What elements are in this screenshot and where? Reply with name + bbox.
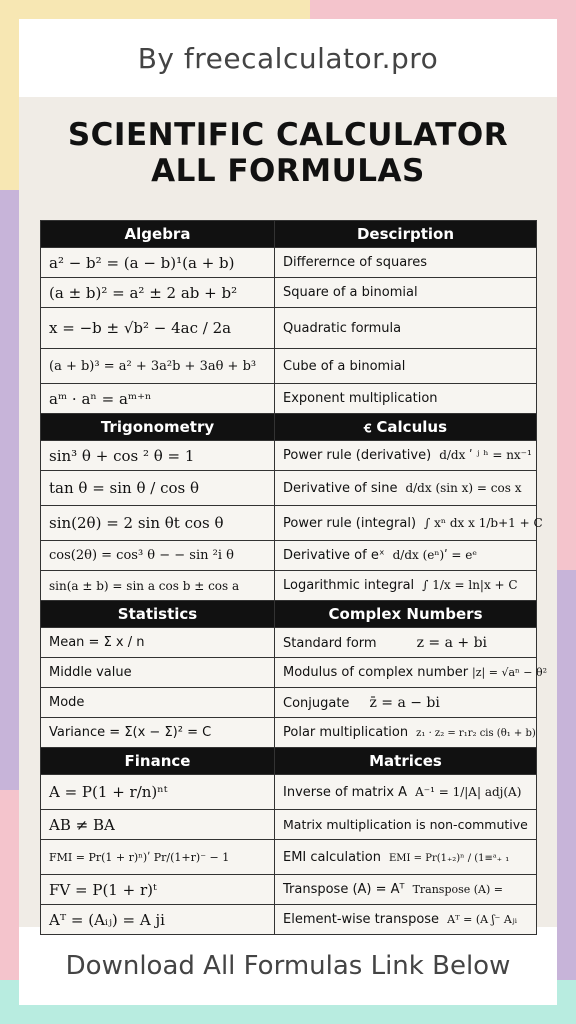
formula-poster bbox=[19, 97, 557, 927]
formula-cell: Mean = Σ x / n bbox=[41, 628, 275, 658]
formula-cell: Aᵀ = (Aᵢⱼ) = A ji bbox=[41, 905, 275, 935]
description-cell: Power rule (integral) ∫ xⁿ dx x 1/b+1 + C bbox=[275, 506, 537, 541]
table-row bbox=[41, 840, 537, 875]
formula-cell: sin(2θ) = 2 sin θt cos θ bbox=[41, 506, 275, 541]
table-row bbox=[41, 471, 537, 506]
formula-cell: FV = P(1 + r)ᵗ bbox=[41, 875, 275, 905]
content-card bbox=[19, 19, 557, 1005]
poster-title-line2: ALL FORMULAS bbox=[151, 153, 425, 189]
table-row bbox=[41, 718, 537, 748]
description-cell: Derivative of eˣ d/dx (eⁿ)ʹ = eᵉ bbox=[275, 541, 537, 571]
formula-cell: a² − b² = (a − b)¹(a + b) bbox=[41, 248, 275, 278]
table-row bbox=[41, 810, 537, 840]
table-row bbox=[41, 875, 537, 905]
description-cell: Power rule (derivative) d/dx ʹ ʲ ʰ = nx⁻¹ bbox=[275, 441, 537, 471]
formula-cell: (a + b)³ = a² + 3a²b + 3aθ + b³ bbox=[41, 349, 275, 384]
section-header bbox=[41, 414, 537, 441]
table-row bbox=[41, 308, 537, 349]
formula-cell: aᵐ · aⁿ = aᵐ⁺ⁿ bbox=[41, 384, 275, 414]
table-row bbox=[41, 775, 537, 810]
table-row bbox=[41, 506, 537, 541]
description-cell: EMI calculation EMI = Pr(1₊₂)ⁿ / (1≡ᵃ₊ ₁ bbox=[275, 840, 537, 875]
description-cell: Modulus of complex number |z| = √aⁿ − θ² bbox=[275, 658, 537, 688]
table-row bbox=[41, 628, 537, 658]
section-title-right: ꞓ Calculus bbox=[275, 414, 537, 441]
table-row bbox=[41, 248, 537, 278]
formula-cell: sin³ θ + cos ² θ = 1 bbox=[41, 441, 275, 471]
formula-cell: sin(a ± b) = sin a cos b ± cos a bbox=[41, 571, 275, 601]
description-cell: Cube of a binomial bbox=[275, 349, 537, 384]
table-row bbox=[41, 541, 537, 571]
section-header bbox=[41, 748, 537, 775]
formula-cell: tan θ = sin θ / cos θ bbox=[41, 471, 275, 506]
description-cell: Differernce of squares bbox=[275, 248, 537, 278]
table-row bbox=[41, 658, 537, 688]
download-link-note: Download All Formulas Link Below bbox=[65, 951, 511, 981]
description-cell: Standard form z = a + bi bbox=[275, 628, 537, 658]
formula-cell: FMI = Pr(1 + r)ⁿ)ʹ Pr/(1+r)⁻ − 1 bbox=[41, 840, 275, 875]
section-title-right: Complex Numbers bbox=[275, 601, 537, 628]
table-row bbox=[41, 349, 537, 384]
section-title-left: Finance bbox=[41, 748, 275, 775]
description-cell: Matrix multiplication is non-commutive bbox=[275, 810, 537, 840]
site-credit: By freecalculator.pro bbox=[137, 41, 439, 75]
description-cell: Conjugate z̄ = a − bi bbox=[275, 688, 537, 718]
formula-cell: Mode bbox=[41, 688, 275, 718]
table-row bbox=[41, 441, 537, 471]
section-title-left: Trigonometry bbox=[41, 414, 275, 441]
table-row bbox=[41, 278, 537, 308]
table-row bbox=[41, 571, 537, 601]
description-cell: Transpose (A) = Aᵀ Transpose (A) = bbox=[275, 875, 537, 905]
formula-cell: AB ≠ BA bbox=[41, 810, 275, 840]
description-cell: Exponent multiplication bbox=[275, 384, 537, 414]
formula-cell: Middle value bbox=[41, 658, 275, 688]
formula-cell: A = P(1 + r/n)ⁿᵗ bbox=[41, 775, 275, 810]
formula-cell: Variance = Σ(x − Σ̄)² = C bbox=[41, 718, 275, 748]
formula-cell: x = −b ± √b² − 4ac / 2a bbox=[41, 308, 275, 349]
section-title-right: Descirption bbox=[275, 221, 537, 248]
formula-table bbox=[40, 220, 548, 935]
section-title-left: Algebra bbox=[41, 221, 275, 248]
formula-cell: (a ± b)² = a² ± 2 ab + b² bbox=[41, 278, 275, 308]
poster-title-line1: SCIENTIFIC CALCULATOR bbox=[67, 117, 509, 153]
section-title-right: Matrices bbox=[275, 748, 537, 775]
section-header bbox=[41, 221, 537, 248]
section-title-left: Statistics bbox=[41, 601, 275, 628]
description-cell: Logarithmic integral ∫ 1/x = ln|x + C bbox=[275, 571, 537, 601]
formula-cell: cos(2θ) = cos³ θ − − sin ²i θ bbox=[41, 541, 275, 571]
description-cell: Inverse of matrix A A⁻¹ = 1/|A| adj(A) bbox=[275, 775, 537, 810]
table-row bbox=[41, 688, 537, 718]
description-cell: Square of a binomial bbox=[275, 278, 537, 308]
description-cell: Derivative of sine d/dx (sin x) = cos x bbox=[275, 471, 537, 506]
poster-title bbox=[19, 117, 557, 189]
description-cell: Quadratic formula bbox=[275, 308, 537, 349]
description-cell: Element-wise transpose Aᵀ = (A ʃ⁻ Aⱼᵢ bbox=[275, 905, 537, 935]
description-cell: Polar multiplication z₁ · z₂ = r₁r₂ cis (θ₁ + b) bbox=[275, 718, 537, 748]
table-row bbox=[41, 384, 537, 414]
section-header bbox=[41, 601, 537, 628]
